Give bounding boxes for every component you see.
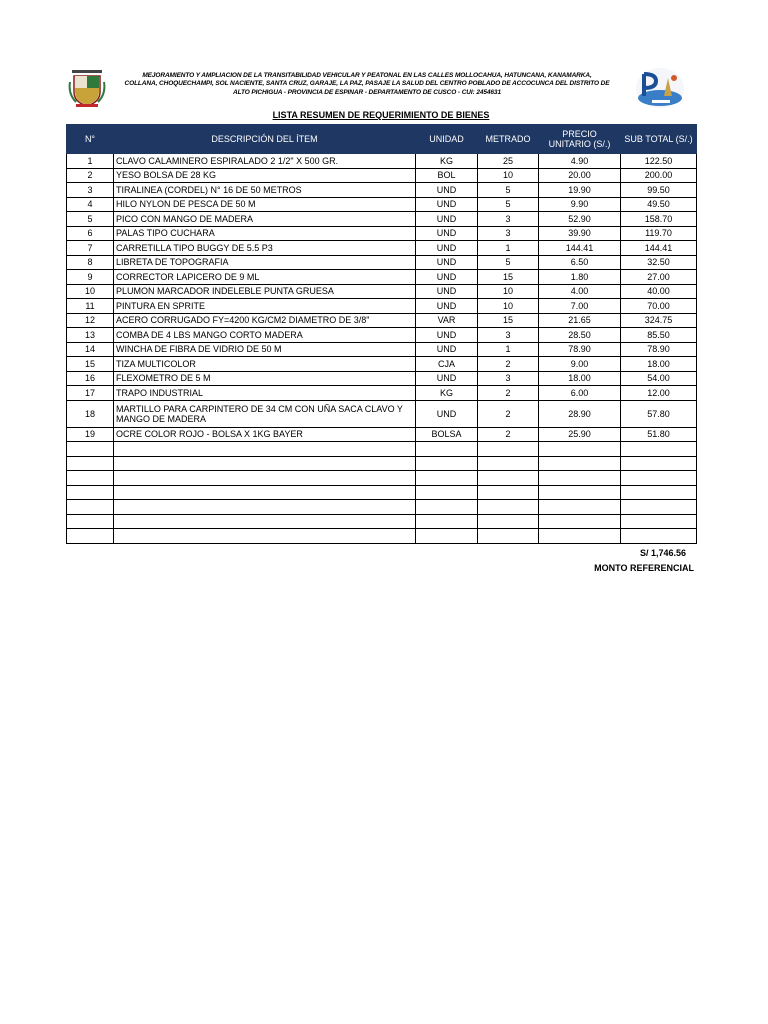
empty-cell	[114, 500, 416, 515]
cell-quantity: 5	[478, 255, 539, 270]
empty-cell	[539, 485, 621, 500]
cell-quantity: 5	[478, 183, 539, 198]
cell-quantity: 3	[478, 212, 539, 227]
cell-unit-price: 19.90	[539, 183, 621, 198]
empty-table-row	[67, 529, 697, 544]
cell-number: 7	[67, 241, 114, 256]
empty-cell	[67, 500, 114, 515]
empty-cell	[621, 442, 697, 457]
cell-subtotal: 12.00	[621, 386, 697, 401]
empty-cell	[114, 456, 416, 471]
cell-quantity: 5	[478, 197, 539, 212]
empty-cell	[621, 514, 697, 529]
empty-cell	[478, 471, 539, 486]
cell-unit-price: 18.00	[539, 371, 621, 386]
table-row	[67, 313, 697, 328]
table-row	[67, 168, 697, 183]
cell-unit-price: 1.80	[539, 270, 621, 285]
empty-cell	[114, 485, 416, 500]
cell-subtotal: 324.75	[621, 313, 697, 328]
table-row	[67, 183, 697, 198]
empty-cell	[67, 514, 114, 529]
peru-coat-of-arms-icon	[68, 68, 106, 108]
cell-description: LIBRETA DE TOPOGRAFIA	[114, 255, 416, 270]
cell-number: 4	[67, 197, 114, 212]
empty-cell	[67, 456, 114, 471]
empty-cell	[478, 529, 539, 544]
cell-subtotal: 54.00	[621, 371, 697, 386]
cell-unit: KG	[416, 154, 478, 169]
cell-number: 10	[67, 284, 114, 299]
empty-table-row	[67, 471, 697, 486]
column-header-quantity: METRADO	[478, 125, 539, 154]
project-title-line: ALTO PICHIGUA - PROVINCIA DE ESPINAR - DEPARTAMENTO DE CUSCO - CUI: 2454631	[233, 88, 501, 96]
empty-table-row	[67, 456, 697, 471]
cell-description: PLUMON MARCADOR INDELEBLE PUNTA GRUESA	[114, 284, 416, 299]
cell-subtotal: 119.70	[621, 226, 697, 241]
table-row	[67, 197, 697, 212]
empty-cell	[478, 456, 539, 471]
cell-quantity: 1	[478, 241, 539, 256]
cell-unit-price: 28.50	[539, 328, 621, 343]
cell-number: 3	[67, 183, 114, 198]
empty-cell	[539, 514, 621, 529]
cell-subtotal: 40.00	[621, 284, 697, 299]
cell-subtotal: 49.50	[621, 197, 697, 212]
cell-unit-price: 78.90	[539, 342, 621, 357]
cell-subtotal: 158.70	[621, 212, 697, 227]
table-row	[67, 212, 697, 227]
cell-subtotal: 51.80	[621, 427, 697, 442]
cell-unit-price: 39.90	[539, 226, 621, 241]
cell-subtotal: 27.00	[621, 270, 697, 285]
empty-cell	[67, 529, 114, 544]
cell-unit: UND	[416, 212, 478, 227]
cell-number: 15	[67, 357, 114, 372]
empty-cell	[621, 500, 697, 515]
empty-cell	[416, 514, 478, 529]
requirements-table	[66, 124, 697, 544]
empty-cell	[114, 529, 416, 544]
project-title	[112, 72, 622, 97]
empty-cell	[478, 485, 539, 500]
table-row	[67, 386, 697, 401]
cell-unit: BOL	[416, 168, 478, 183]
cell-unit: VAR	[416, 313, 478, 328]
column-header-description: DESCRIPCIÓN DEL ÍTEM	[114, 125, 416, 154]
table-row	[67, 342, 697, 357]
table-row	[67, 371, 697, 386]
cell-description: PINTURA EN SPRITE	[114, 299, 416, 314]
cell-number: 1	[67, 154, 114, 169]
cell-number: 9	[67, 270, 114, 285]
cell-quantity: 2	[478, 357, 539, 372]
cell-subtotal: 99.50	[621, 183, 697, 198]
cell-quantity: 25	[478, 154, 539, 169]
cell-description: TRAPO INDUSTRIAL	[114, 386, 416, 401]
empty-cell	[539, 442, 621, 457]
cell-unit: UND	[416, 197, 478, 212]
cell-description: CORRECTOR LAPICERO DE 9 ML	[114, 270, 416, 285]
cell-description: PICO CON MANGO DE MADERA	[114, 212, 416, 227]
cell-quantity: 2	[478, 386, 539, 401]
cell-subtotal: 200.00	[621, 168, 697, 183]
cell-number: 11	[67, 299, 114, 314]
cell-unit-price: 25.90	[539, 427, 621, 442]
cell-unit-price: 21.65	[539, 313, 621, 328]
cell-quantity: 2	[478, 427, 539, 442]
cell-description: HILO NYLON DE PESCA DE 50 M	[114, 197, 416, 212]
cell-description: MARTILLO PARA CARPINTERO DE 34 CM CON UÑA SACA CLAVO Y MANGO DE MADERA	[114, 400, 416, 427]
empty-cell	[67, 471, 114, 486]
cell-unit-price: 6.50	[539, 255, 621, 270]
cell-unit-price: 28.90	[539, 400, 621, 427]
cell-quantity: 3	[478, 328, 539, 343]
cell-unit-price: 52.90	[539, 212, 621, 227]
cell-unit: UND	[416, 284, 478, 299]
cell-unit: UND	[416, 371, 478, 386]
table-row	[67, 299, 697, 314]
total-label: MONTO REFERENCIAL	[594, 563, 694, 573]
empty-cell	[478, 514, 539, 529]
cell-description: FLEXOMETRO DE 5 M	[114, 371, 416, 386]
cell-description: CLAVO CALAMINERO ESPIRALADO 2 1/2" X 500 GR.	[114, 154, 416, 169]
cell-unit-price: 4.90	[539, 154, 621, 169]
empty-cell	[114, 471, 416, 486]
cell-unit-price: 7.00	[539, 299, 621, 314]
table-row	[67, 400, 697, 427]
empty-cell	[539, 500, 621, 515]
cell-description: OCRE COLOR ROJO - BOLSA X 1KG BAYER	[114, 427, 416, 442]
cell-description: YESO BOLSA DE 28 KG	[114, 168, 416, 183]
cell-unit: KG	[416, 386, 478, 401]
cell-description: ACERO CORRUGADO FY=4200 KG/CM2 DIAMETRO DE 3/8"	[114, 313, 416, 328]
list-title: LISTA RESUMEN DE REQUERIMIENTO DE BIENES	[272, 110, 490, 120]
table-row	[67, 241, 697, 256]
cell-number: 6	[67, 226, 114, 241]
cell-number: 14	[67, 342, 114, 357]
cell-unit-price: 9.00	[539, 357, 621, 372]
cell-unit: UND	[416, 400, 478, 427]
empty-cell	[478, 500, 539, 515]
column-header-number: N°	[67, 125, 114, 154]
cell-quantity: 10	[478, 299, 539, 314]
empty-cell	[416, 500, 478, 515]
column-header-unit-price: PRECIO UNITARIO (S/.)	[539, 125, 621, 154]
empty-table-row	[67, 514, 697, 529]
cell-subtotal: 57.80	[621, 400, 697, 427]
cell-description: CARRETILLA TIPO BUGGY DE 5.5 P3	[114, 241, 416, 256]
cell-number: 2	[67, 168, 114, 183]
empty-cell	[416, 485, 478, 500]
empty-cell	[416, 442, 478, 457]
cell-quantity: 1	[478, 342, 539, 357]
cell-description: PALAS TIPO CUCHARA	[114, 226, 416, 241]
cell-unit: UND	[416, 270, 478, 285]
table-row	[67, 226, 697, 241]
cell-subtotal: 18.00	[621, 357, 697, 372]
cell-quantity: 10	[478, 284, 539, 299]
total-amount: S/ 1,746.56	[639, 548, 686, 558]
empty-cell	[114, 514, 416, 529]
table-row	[67, 154, 697, 169]
cell-quantity: 2	[478, 400, 539, 427]
empty-cell	[416, 456, 478, 471]
empty-table-row	[67, 442, 697, 457]
cell-unit: UND	[416, 241, 478, 256]
table-row	[67, 427, 697, 442]
cell-number: 5	[67, 212, 114, 227]
empty-cell	[539, 456, 621, 471]
empty-cell	[67, 442, 114, 457]
cell-subtotal: 78.90	[621, 342, 697, 357]
cell-description: WINCHA DE FIBRA DE VIDRIO DE 50 M	[114, 342, 416, 357]
cell-unit-price: 6.00	[539, 386, 621, 401]
cell-unit: UND	[416, 183, 478, 198]
cell-unit: UND	[416, 342, 478, 357]
cell-number: 16	[67, 371, 114, 386]
column-header-unit: UNIDAD	[416, 125, 478, 154]
cell-unit: CJA	[416, 357, 478, 372]
empty-cell	[539, 529, 621, 544]
cell-unit: BOLSA	[416, 427, 478, 442]
cell-description: COMBA DE 4 LBS MANGO CORTO MADERA	[114, 328, 416, 343]
cell-unit-price: 9.90	[539, 197, 621, 212]
cell-quantity: 15	[478, 270, 539, 285]
empty-cell	[621, 456, 697, 471]
cell-number: 18	[67, 400, 114, 427]
empty-cell	[621, 485, 697, 500]
cell-number: 12	[67, 313, 114, 328]
cell-unit: UND	[416, 328, 478, 343]
cell-unit: UND	[416, 299, 478, 314]
column-header-subtotal: SUB TOTAL (S/.)	[621, 125, 697, 154]
empty-table-row	[67, 500, 697, 515]
cell-number: 17	[67, 386, 114, 401]
empty-cell	[67, 485, 114, 500]
table-row	[67, 255, 697, 270]
empty-cell	[621, 529, 697, 544]
table-row	[67, 284, 697, 299]
cell-unit-price: 20.00	[539, 168, 621, 183]
empty-table-row	[67, 485, 697, 500]
table-body	[67, 154, 697, 544]
cell-quantity: 15	[478, 313, 539, 328]
cell-quantity: 3	[478, 371, 539, 386]
cell-description: TIRALINEA (CORDEL) N° 16 DE 50 METROS	[114, 183, 416, 198]
table-row	[67, 328, 697, 343]
project-title-line: MEJORAMIENTO Y AMPLIACION DE LA TRANSITABILIDAD VEHICULAR Y PEATONAL EN LAS CALLES MOLLOCAHUA, HATUNCANA, KANAMARKA,	[142, 72, 592, 79]
cell-subtotal: 122.50	[621, 154, 697, 169]
table-header-row	[67, 125, 697, 154]
document-header	[66, 66, 696, 110]
empty-cell	[416, 471, 478, 486]
empty-cell	[621, 471, 697, 486]
cell-unit: UND	[416, 255, 478, 270]
municipal-logo-icon	[634, 66, 686, 110]
cell-number: 8	[67, 255, 114, 270]
empty-cell	[478, 442, 539, 457]
cell-subtotal: 144.41	[621, 241, 697, 256]
cell-quantity: 10	[478, 168, 539, 183]
cell-subtotal: 85.50	[621, 328, 697, 343]
empty-cell	[539, 471, 621, 486]
empty-cell	[114, 442, 416, 457]
cell-unit-price: 4.00	[539, 284, 621, 299]
project-title-line: COLLANA, CHOQUECHAMPI, SOL NACIENTE, SANTA CRUZ, GARAJE, LA PAZ, PASAJE LA SALUD DEL CENTRO POBLADO DE ACCOCUNCA DEL DISTRITO DE	[124, 80, 610, 88]
empty-cell	[416, 529, 478, 544]
table-row	[67, 357, 697, 372]
cell-description: TIZA MULTICOLOR	[114, 357, 416, 372]
table-row	[67, 270, 697, 285]
cell-subtotal: 32.50	[621, 255, 697, 270]
cell-number: 13	[67, 328, 114, 343]
cell-unit-price: 144.41	[539, 241, 621, 256]
cell-unit: UND	[416, 226, 478, 241]
cell-quantity: 3	[478, 226, 539, 241]
cell-number: 19	[67, 427, 114, 442]
cell-subtotal: 70.00	[621, 299, 697, 314]
